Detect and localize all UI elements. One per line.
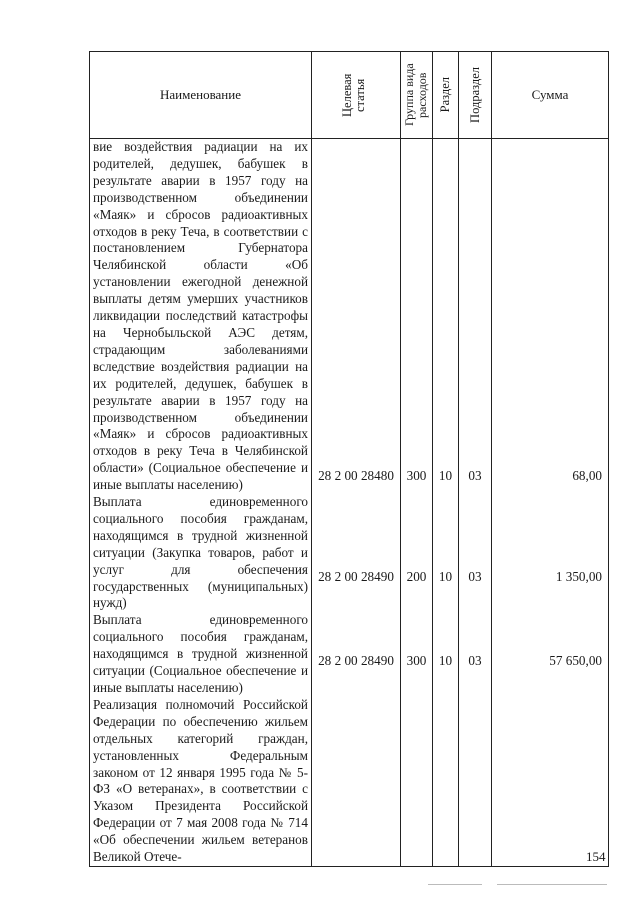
header-sum: Сумма	[492, 52, 609, 139]
name-column	[90, 139, 312, 867]
header-name: Наименование	[90, 52, 312, 139]
table-body-row	[90, 139, 609, 867]
sum-value: 68,00	[572, 468, 602, 483]
table-row: Выплата единовременного социального пособия гражданам, находящимся в трудной жизненной ситуации (Социальное обеспечение и иные выплаты населению)	[93, 612, 308, 695]
scan-artifact-line	[497, 884, 607, 885]
header-section: Раздел	[433, 52, 459, 139]
sum-value: 1 350,00	[555, 569, 602, 584]
expense-group-value: 300	[406, 653, 427, 668]
expense-group-column	[401, 139, 433, 867]
scan-artifact-line	[428, 884, 482, 885]
target-article-value: 28 2 00 28480	[318, 468, 394, 483]
table-row: Реализация полномочий Российской Федерации по обеспечению жильем отдельных категорий граждан, установленных Федеральным законом от 12 января 1995 года № 5-ФЗ «О ветеранах», в соответствии с Указом Президента Российской Федерации от 7 мая 2008 года № 714 «Об обеспечении жильем ветеранов Великой Отече-	[93, 696, 308, 865]
header-expense-group: Группа вида расходов	[401, 52, 433, 139]
subsection-column	[459, 139, 492, 867]
table-header-row	[90, 52, 609, 139]
subsection-value: 03	[468, 468, 482, 483]
expense-group-value: 200	[406, 569, 427, 584]
target-article-column	[312, 139, 401, 867]
section-value: 10	[438, 653, 453, 668]
table-row: вие воздействия радиации на их родителей, дедушек, бабушек в результате аварии в 1957 году на производственном объединении «Маяк» и сбросов радиоактивных отходов в реку Теча, в соответствии с постановлением Губернатора Челябинской области «Об установлении ежегодной денежной выплаты детям умерших участников ликвидации последствий катастрофы на Чернобыльской АЭС детям, страдающим заболеваниями вследствие воздействия радиации на их родителей, дедушек, бабушек в результате аварии в 1957 году на производственном объединении «Маяк» и сбросов радиоактивных отходов в реку Теча в Челябинской области» (Социальное обеспечение и иные выплаты населению)	[93, 139, 308, 493]
sum-value: 57 650,00	[549, 653, 602, 668]
expense-group-value: 300	[406, 468, 427, 483]
header-subsection: Подраздел	[459, 52, 492, 139]
subsection-value: 03	[468, 569, 482, 584]
table-row: Выплата единовременного социального пособия гражданам, находящимся в трудной жизненной ситуации (Закупка товаров, работ и услуг для обеспечения государственных (муниципальных) нужд)	[93, 494, 308, 611]
budget-table	[89, 51, 609, 867]
section-value: 10	[438, 468, 453, 483]
subsection-value: 03	[468, 653, 482, 668]
target-article-value: 28 2 00 28490	[318, 653, 394, 668]
page-number: 154	[586, 849, 606, 864]
section-value: 10	[438, 569, 453, 584]
section-column	[433, 139, 459, 867]
header-target-article: Целевая статья	[312, 52, 401, 139]
target-article-value: 28 2 00 28490	[318, 569, 394, 584]
sum-column	[492, 139, 609, 867]
